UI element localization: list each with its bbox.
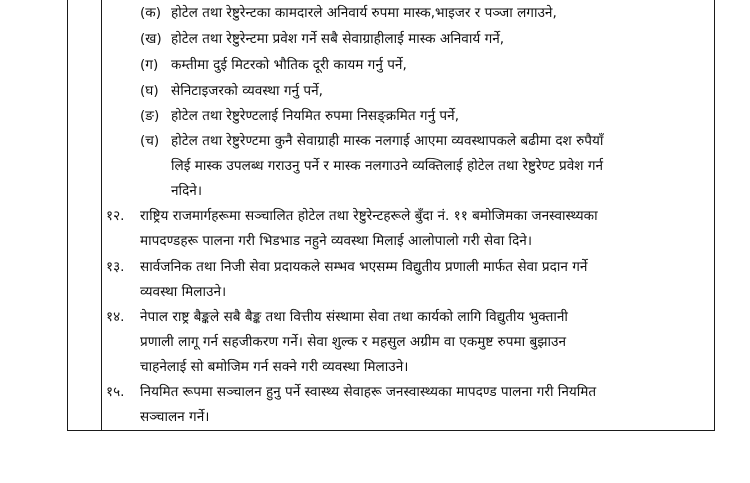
- sub-item-text: होटेल तथा रेष्टुरेन्टमा प्रवेश गर्ने सबै सेवाग्राहीलाई मास्क अनिवार्य गर्ने,: [171, 31, 505, 47]
- sub-item-text: होटेल तथा रेष्टुरेण्टलाई नियमित रुपमा निसङ्क्रमित गर्नु पर्ने,: [171, 108, 460, 124]
- sub-item-text: लिई मास्क उपलब्ध गराउनु पर्ने र मास्क नलगाउने व्यक्तिलाई होटेल तथा रेष्टुरेण्ट प्रवेश गर्न: [171, 158, 604, 174]
- table-right-border: [714, 0, 715, 431]
- sub-item-label: (घ): [140, 83, 159, 99]
- table-bottom-border: [67, 430, 715, 431]
- item-text: प्रणाली लागू गर्न सहजीकरण गर्ने। सेवा शुल्क र महसुल अग्रीम वा एकमुष्ट रुपमा बुझाउन: [140, 334, 567, 350]
- table-column-divider: [101, 0, 102, 431]
- item-number: १५.: [106, 384, 125, 400]
- sub-item-label: (क): [140, 5, 162, 21]
- sub-item-text: होटेल तथा रेष्टुरेन्टका कामदारले अनिवार्य रुपमा मास्क,भाइजर र पञ्जा लगाउने,: [171, 5, 557, 21]
- sub-item-label: (ङ): [140, 108, 160, 124]
- item-number: १३.: [106, 259, 125, 275]
- item-text: सञ्चालन गर्ने।: [140, 409, 210, 425]
- sub-item-label: (ग): [140, 57, 159, 73]
- item-text: राष्ट्रिय राजमार्गहरूमा सञ्चालित होटेल तथा रेष्टुरेन्टहरूले बुँदा नं. ११ बमोजिमका जनस्वास्थ्यका: [140, 208, 598, 224]
- item-text: व्यवस्था मिलाउने।: [140, 284, 227, 300]
- sub-item-text: सेनिटाइजरको व्यवस्था गर्नु पर्ने,: [171, 83, 323, 99]
- item-text: सार्वजनिक तथा निजी सेवा प्रदायकले सम्भव भएसम्म विद्युतीय प्रणाली मार्फत सेवा प्रदान गर्ने: [140, 259, 588, 275]
- item-number: १४.: [106, 309, 125, 325]
- sub-item-label: (ख): [140, 31, 162, 47]
- item-text: नेपाल राष्ट्र बैङ्कले सबै बैङ्क तथा वित्तीय संस्थामा सेवा तथा कार्यको लागि विद्युतीय भुक्तानी: [140, 309, 568, 325]
- sub-item-text: होटेल तथा रेष्टुरेण्टमा कुनै सेवाग्राही मास्क नलगाई आएमा व्यवस्थापकले बढीमा दश रुपैयाँ: [171, 133, 604, 149]
- sub-item-label: (च): [140, 133, 160, 149]
- sub-item-text: नदिने।: [171, 183, 202, 199]
- sub-item-text: कम्तीमा दुई मिटरको भौतिक दूरी कायम गर्नु पर्ने,: [171, 57, 407, 73]
- item-number: १२.: [106, 208, 125, 224]
- item-text: मापदण्डहरू पालना गरी भिडभाड नहुने व्यवस्था मिलाई आलोपालो गरी सेवा दिने।: [140, 233, 532, 249]
- table-left-border: [67, 0, 68, 431]
- item-text: चाहनेलाई सो बमोजिम गर्न सक्ने गरी व्यवस्था मिलाउने।: [140, 359, 409, 375]
- item-text: नियमित रूपमा सञ्चालन हुनु पर्ने स्वास्थ्य सेवाहरू जनस्वास्थ्यका मापदण्ड पालना गरी नियमित: [140, 384, 597, 400]
